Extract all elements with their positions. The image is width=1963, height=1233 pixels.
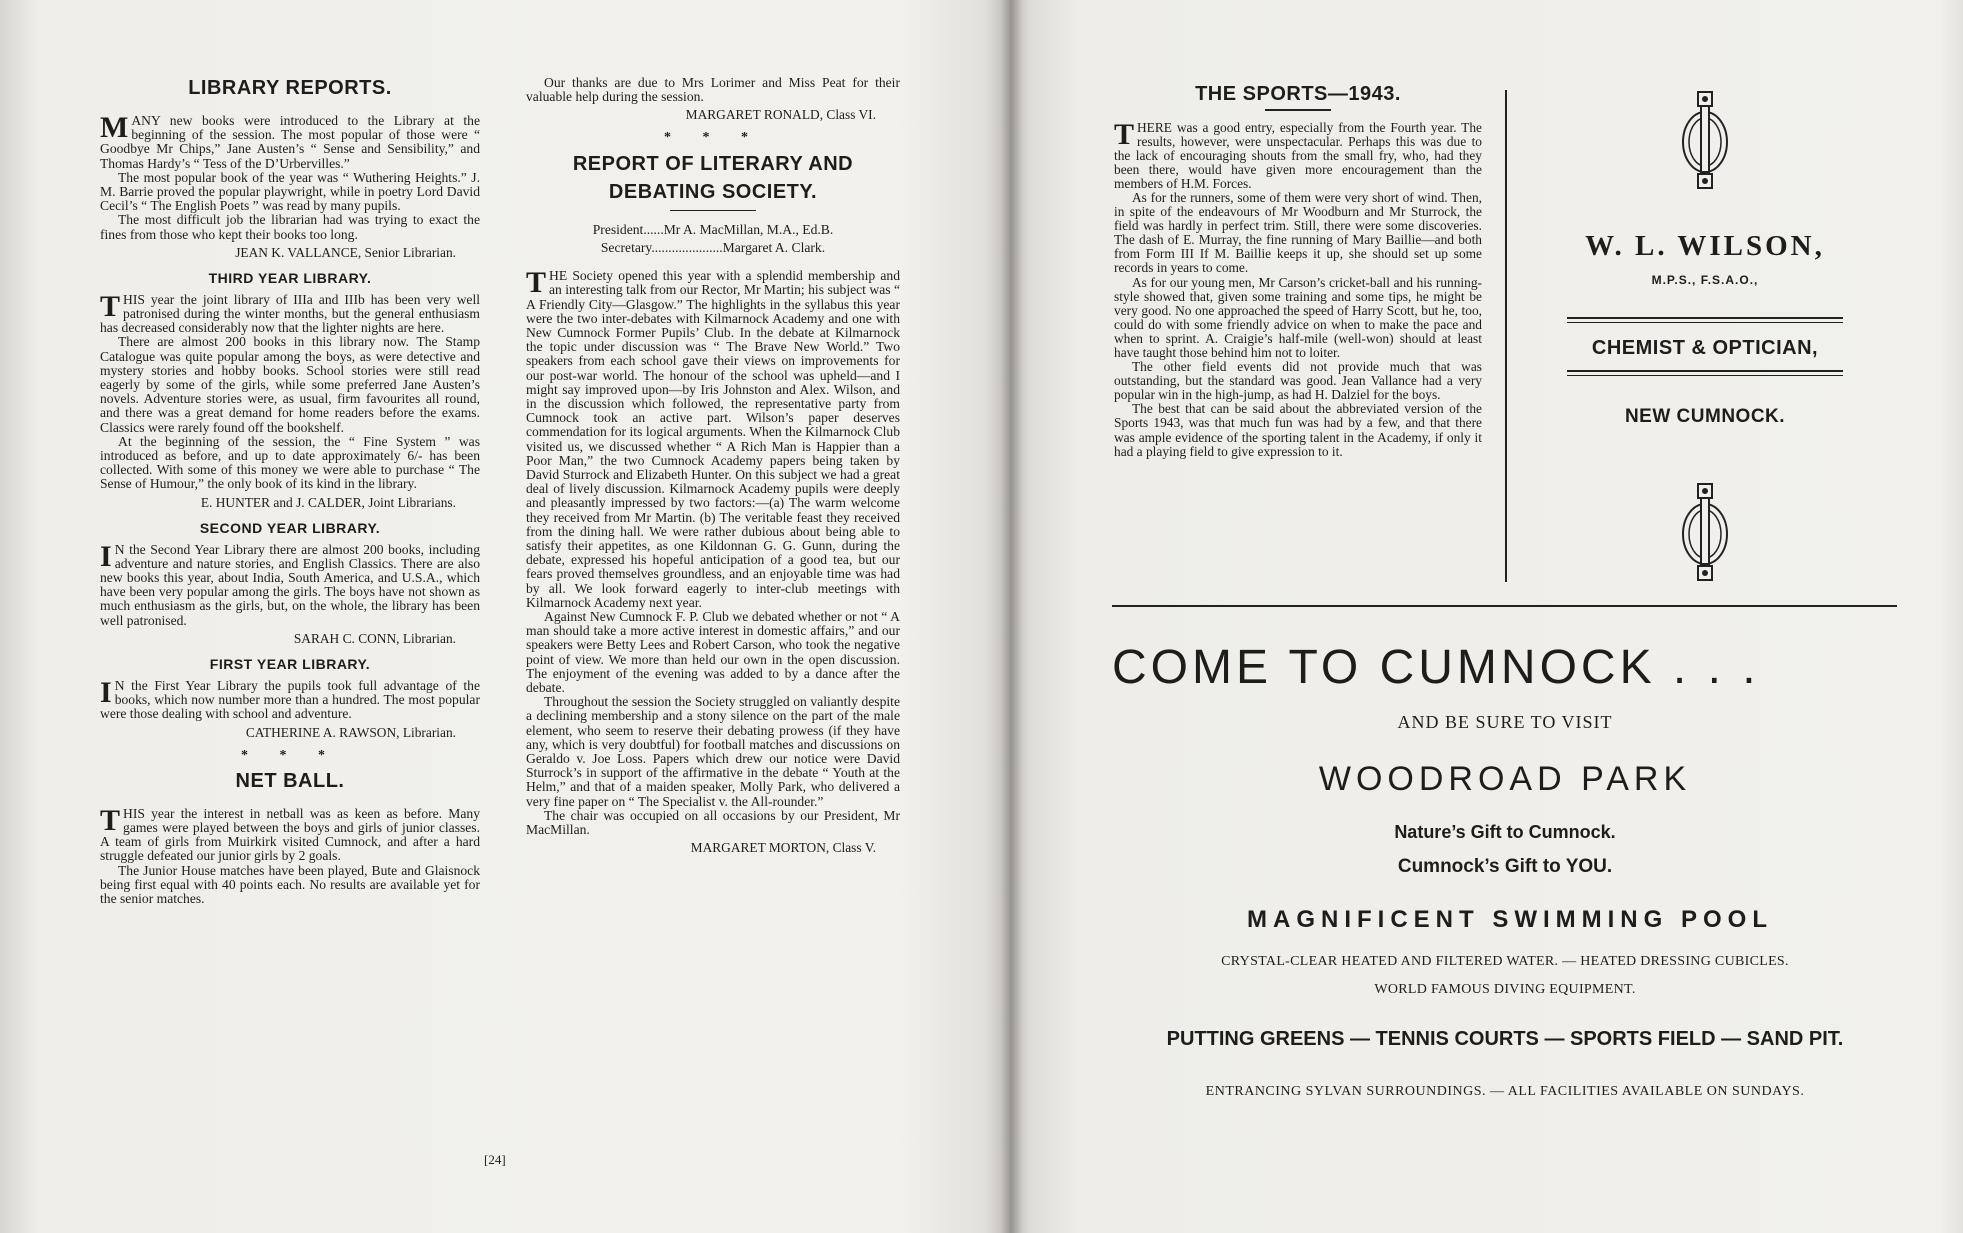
sports-paragraph: The other field events did not provide much that was outstanding, but the standard was good. Jean Vallance had a very popular win in the high-jump, as had H. Dalziel for the boys. [1114, 359, 1482, 403]
wilson-ad [1520, 230, 1890, 428]
literary-signature: MARGARET MORTON, Class V. [690, 840, 876, 856]
title-underline [670, 210, 756, 212]
literary-paragraph: Throughout the session the Society struggled on valiantly despite a declining membership and a stony silence on the part of the male element, who seem to reserve their debating prowess (if they have any, which is very doubtful) for football matches and discussions on Geraldo v. Joe Loss. Papers which drew our notice were David Sturrock’s in support of the affirmative in the debate “ Youth at the Helm,” and that of a maiden speaker, Molly Park, who delivered a very fine paper on “ The Specialist v. the All-rounder.” [526, 694, 900, 809]
page-number: [24] [484, 1152, 506, 1167]
mortar-pestle-emblem-icon [1680, 90, 1730, 190]
double-rule [1567, 370, 1843, 376]
second-year-title: SECOND YEAR LIBRARY. [199, 519, 381, 536]
wilson-trade: CHEMIST & OPTICIAN, [1591, 337, 1819, 359]
third-year-title: THIRD YEAR LIBRARY. [208, 269, 372, 286]
second-year-signature: SARAH C. CONN, Librarian. [293, 630, 456, 646]
library-column [100, 76, 480, 906]
diving-line: WORLD FAMOUS DIVING EQUIPMENT. [1374, 982, 1636, 997]
literary-paragraph: Against New Cumnock F. P. Club we debated whether or not “ A man should take a more active interest in domestic affairs,” and our speakers were Betty Lees and Robert Carson, who took the negative point of view. We more than held our own in the open discussion. The enjoyment of the evening was added to by a dance after the debate. [526, 608, 900, 695]
library-intro-paragraph: The most difficult job the librarian had was trying to exact the fines from those who kept their books too long. [100, 212, 480, 242]
netball-signature: MARGARET RONALD, Class VI. [685, 107, 876, 123]
third-year-signature: E. HUNTER and J. CALDER, Joint Librarians. [200, 494, 456, 510]
netball-paragraph: The Junior House matches have been played, Bute and Glaisnock being first equal with 40 points each. No results are available yet for the senior matches. [100, 862, 480, 906]
sports-column [1114, 82, 1482, 459]
first-year-signature: CATHERINE A. RAWSON, Librarian. [245, 724, 456, 740]
section-divider [1112, 605, 1897, 607]
mortar-pestle-emblem-icon [1680, 482, 1730, 582]
park-name: WOODROAD PARK [1318, 760, 1692, 798]
sylvan-line: ENTRANCING SYLVAN SURROUNDINGS. — ALL FACILITIES AVAILABLE ON SUNDAYS. [1205, 1084, 1805, 1099]
secretary-line: Secretary.....................Margaret A. Clark. [600, 240, 826, 256]
park-tagline-2: Cumnock’s Gift to YOU. [1397, 856, 1613, 877]
park-tagline-1: Nature’s Gift to Cumnock. [1394, 822, 1616, 842]
third-year-paragraph: THIS year the joint library of IIIa and IIIb has been very well patronised during the winter months, but the general enthusiasm has decreased considerably now that the lighter nights are here. [100, 289, 480, 336]
water-line: CRYSTAL-CLEAR HEATED AND FILTERED WATER. — HEATED DRESSING CUBICLES. [1221, 954, 1789, 969]
wilson-qualifications: M.P.S., F.S.A.O., [1651, 273, 1759, 287]
first-year-title: FIRST YEAR LIBRARY. [209, 655, 371, 672]
literary-paragraph: THE Society opened this year with a splendid membership and an interesting talk from our Rector, Mr Martin; his subject was “ A Friendly City—Glasgow.” The highlights in the syllabus this year were the two inter-debates with Kilmarnock Academy and one with New Cumnock Former Pupils’ Club. In the debate at Kilmarnock the topic under discussion was “ The Brave New World.” Two speakers from each school gave their views on improvements for our post-war world. The honour of the school was upheld—and I might say improved upon—by Iris Johnston and Alex. Wilson, and in the discussion which followed, the representative party from Cumnock took an active part. Wilson’s paper deserves commendation for its logical arguments. When the Kilmarnock Club visited us, we discussed whether “ A Rich Man is Happier than a Poor Man,” the two Cumnock Academy papers being taken by David Sturrock and Elizabeth Hunter. On this subject we had a great deal of lively discussion. Kilmarnock Academy pupils were deeply and pleasantly impressed by two factors:—(a) The warm welcome they received from Mr Martin. (b) The veritable feast they received from the dining hall. We were rather dubious about being able to satisfy their appetites, as one Kildonnan G. G. Gunn, during the debate, expressed his hopeful anticipation of a good tea, but our fears proved themselves groundless, and an enjoyable time was had by all. We look forward eagerly to inter-club meetings with Kilmarnock Academy next year. [526, 266, 900, 610]
wilson-name: W. L. WILSON, [1585, 230, 1825, 262]
literary-title-line-2: DEBATING SOCIETY. [608, 180, 818, 203]
sports-title: THE SPORTS—1943. [1195, 83, 1401, 105]
netball-paragraph: THIS year the interest in netball was as keen as before. Many games were played between the boys and girls of junior classes. A team of girls from Muirkirk visited Cumnock, and after a hard struggle defeated our junior girls by 2 goals. [100, 803, 480, 864]
library-title: LIBRARY REPORTS. [188, 77, 392, 99]
president-line: President......Mr A. MacMillan, M.A., Ed.B. [592, 222, 834, 238]
book-gutter [1000, 0, 1022, 1233]
second-year-paragraph: IN the Second Year Library there are almost 200 books, including adventure and nature stories, and English Classics. There are also new books this year, about India, South America, and U.S.A., which have been very popular among the girls. The boys have not shown as much enthusiasm as the girls, but, on the whole, the library has been well patronised. [100, 539, 480, 628]
third-year-paragraph: At the beginning of the session, the “ Fine System ” was introduced as before, and up to date approximately 6/- has been collected. With some of this money we were able to purchase “ The Sense of Humour,” the only book of its kind in the library. [100, 433, 480, 492]
wilson-place: NEW CUMNOCK. [1624, 406, 1786, 427]
double-rule [1567, 317, 1843, 323]
library-intro-paragraph: The most popular book of the year was “ Wuthering Heights.” J. M. Barrie proved the popular playwright, while in poetry Lord David Cecil’s “ The English Poets ” was read by many pupils. [100, 169, 480, 214]
library-intro-paragraph: MANY new books were introduced to the Library at the beginning of the session. The most popular of those were “ Goodbye Mr Chips,” Jane Austen’s “ Sense and Sensibility,” and Thomas Hardy’s “ Tess of the D’Urbervilles.” [100, 111, 480, 171]
sports-paragraph: As for the runners, some of them were very short of wind. Then, in spite of the endeavours of Mr Woodburn and Mr Sturrock, the field was hardly in perfect trim. Still, there were some discoveries. The dash of E. Murray, the fine running of Mary Baillie—and both from Form III If M. Baillie keeps it up, she should set up some records in years to come. [1114, 189, 1482, 276]
literary-column [526, 76, 900, 862]
visit-line: AND BE SURE TO VISIT [1397, 712, 1613, 732]
facilities-line: PUTTING GREENS — TENNIS COURTS — SPORTS FIELD — SAND PIT. [1166, 1028, 1844, 1050]
library-intro-signature: JEAN K. VALLANCE, Senior Librarian. [235, 244, 456, 260]
column-divider [1505, 90, 1507, 582]
pool-headline: MAGNIFICENT SWIMMING POOL [1247, 906, 1773, 933]
literary-paragraph: The chair was occupied on all occasions by our President, Mr MacMillan. [526, 807, 900, 838]
netball-paragraph: Our thanks are due to Mrs Lorimer and Miss Peat for their valuable help during the session. [526, 75, 900, 105]
sports-paragraph: THERE was a good entry, especially from the Fourth year. The results, however, were unspectacular. Perhaps this was due to the lack of encouraging shouts from the small fry, who, had they been there, would have given more encouragement than the members of H.M. Forces. [1114, 117, 1482, 191]
third-year-paragraph: There are almost 200 books in this library now. The Stamp Catalogue was quite popular among the boys, as were detective and mystery stories and hobby books. School stories were still read eagerly by some of the girls, while some preferred Jane Austen’s novels. Adventure stories were, as usual, firm favourites all round, and there was a great demand for home readers before the exams. Classics were rarely found off the bookshelf. [100, 334, 480, 435]
netball-title: NET BALL. [235, 769, 345, 792]
section-divider-stars: * * * [664, 130, 762, 146]
title-underline [1265, 109, 1331, 111]
section-divider-stars: * * * [241, 747, 339, 763]
literary-title-line-1: REPORT OF LITERARY AND [572, 152, 854, 175]
sports-paragraph: The best that can be said about the abbreviated version of the Sports 1943, was that much fun was had by a few, and that there was ample evidence of the sporting talent in the Academy, if only it had a playing field to give expression to it. [1114, 401, 1482, 459]
sports-paragraph: As for our young men, Mr Carson’s cricket-ball and his running-style showed that, given some training and some tips, he might be very good. No one approached the speed of Harry Scott, but he, too, could do with some friendly advice on when to make the pace and when to sprint. A. Craigie’s half-mile (well-won) should at least have taught those behind him not to loiter. [1114, 274, 1482, 360]
first-year-paragraph: IN the First Year Library the pupils took full advantage of the books, which now number more than a hundred. The most popular were those dealing with school and adventure. [100, 675, 480, 722]
cumnock-headline: COME TO CUMNOCK . . . [1112, 641, 1760, 694]
